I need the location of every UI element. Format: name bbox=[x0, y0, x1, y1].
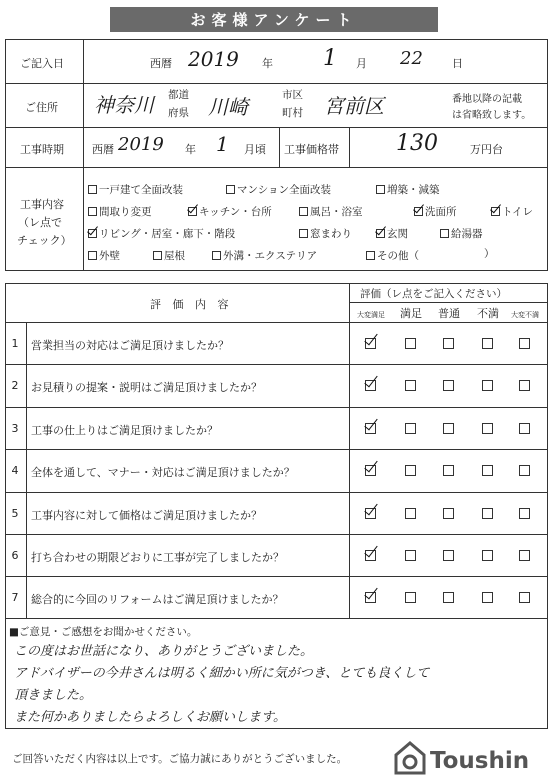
rating-checkbox[interactable] bbox=[365, 550, 376, 561]
rating-checkbox[interactable] bbox=[443, 338, 454, 349]
question-number: 5 bbox=[11, 506, 19, 520]
evaluation-table bbox=[5, 283, 548, 619]
question-text: 営業担当の対応はご満足頂けましたか？ bbox=[31, 339, 229, 352]
question-number: 2 bbox=[11, 379, 19, 393]
survey-title: お客様アンケート bbox=[110, 7, 438, 32]
rating-checkbox[interactable] bbox=[365, 508, 376, 519]
work-option-label: 窓まわり bbox=[310, 228, 352, 240]
rating-checkbox[interactable] bbox=[482, 465, 493, 476]
rating-checkbox[interactable] bbox=[405, 423, 416, 434]
question-text: 工事の仕上りはご満足頂けましたか？ bbox=[31, 423, 218, 437]
question-number: 6 bbox=[11, 549, 19, 562]
entry-date-label: ご記入日 bbox=[20, 57, 64, 70]
work-price-label: 工事価格帯 bbox=[284, 143, 339, 156]
work-option-label: マンション全面改装 bbox=[237, 184, 332, 196]
entry-date-year[interactable]: 2019 bbox=[188, 47, 239, 71]
rating-header: 大変不満 bbox=[511, 311, 539, 319]
work-option-label: 給湯器 bbox=[451, 228, 483, 240]
rating-checkbox[interactable] bbox=[519, 423, 530, 434]
rating-checkbox[interactable] bbox=[519, 592, 530, 603]
comment-line-1[interactable]: この度はお世話になり、ありがとうございました。 bbox=[14, 644, 314, 659]
work-option[interactable] bbox=[366, 248, 419, 263]
rating-checkbox[interactable] bbox=[365, 465, 376, 476]
work-price-unit: 万円台 bbox=[470, 143, 503, 156]
question-text: 打ち合わせの期限どおりに工事が完了しましたか？ bbox=[31, 551, 284, 564]
rating-checkbox[interactable] bbox=[365, 380, 376, 391]
work-option[interactable] bbox=[376, 226, 408, 241]
work-option[interactable] bbox=[376, 182, 440, 197]
rating-checkbox[interactable] bbox=[519, 338, 530, 349]
checkbox-icon[interactable] bbox=[88, 207, 97, 216]
rating-checkbox[interactable] bbox=[405, 550, 416, 561]
rating-checkbox[interactable] bbox=[482, 423, 493, 434]
rating-checkbox[interactable] bbox=[365, 338, 376, 349]
work-option-label: 外溝・エクステリア bbox=[223, 250, 318, 262]
checkbox-icon[interactable] bbox=[376, 185, 385, 194]
work-option-label: 外壁 bbox=[99, 250, 120, 262]
work-option[interactable] bbox=[491, 204, 533, 219]
entry-date-era: 西暦 bbox=[150, 57, 172, 70]
work-option-label: トイレ bbox=[502, 206, 533, 218]
work-option[interactable] bbox=[88, 226, 235, 241]
toushin-logo-icon bbox=[394, 741, 426, 778]
work-period-month-unit: 月頃 bbox=[244, 143, 266, 156]
entry-date-day[interactable]: 22 bbox=[400, 48, 423, 69]
rating-checkbox[interactable] bbox=[365, 592, 376, 603]
rating-checkbox[interactable] bbox=[443, 508, 454, 519]
checkbox-icon[interactable] bbox=[376, 229, 385, 238]
work-option-label: その他（ bbox=[377, 250, 419, 262]
work-option[interactable] bbox=[414, 204, 457, 219]
question-number: 7 bbox=[11, 591, 19, 605]
rating-checkbox[interactable] bbox=[482, 380, 493, 391]
rating-checkbox[interactable] bbox=[405, 465, 416, 476]
rating-checkbox[interactable] bbox=[519, 508, 530, 519]
work-option-label: 風呂・浴室 bbox=[310, 206, 363, 218]
question-text: 工事内容に対して価格はご満足頂けましたか？ bbox=[31, 508, 262, 522]
work-content-label-2: （レ点で bbox=[18, 216, 62, 229]
rating-checkbox[interactable] bbox=[405, 380, 416, 391]
address-note-line2: は省略致します。 bbox=[452, 110, 532, 121]
comment-line-4[interactable]: また何かありましたらよろしくお願いします。 bbox=[14, 710, 286, 725]
checkbox-icon[interactable] bbox=[212, 251, 221, 260]
checkbox-icon[interactable] bbox=[366, 251, 375, 260]
checkbox-icon[interactable] bbox=[153, 251, 162, 260]
entry-date-month[interactable]: 1 bbox=[323, 46, 337, 71]
work-option[interactable] bbox=[440, 226, 483, 241]
checkbox-icon[interactable] bbox=[188, 207, 197, 216]
work-option-label: 洗面所 bbox=[425, 206, 457, 218]
rating-checkbox[interactable] bbox=[482, 338, 493, 349]
work-option[interactable] bbox=[299, 204, 363, 219]
rating-header: 満足 bbox=[400, 307, 422, 320]
work-price-value[interactable]: 130 bbox=[396, 131, 438, 156]
question-number: 3 bbox=[11, 421, 19, 435]
entry-date-month-unit: 月 bbox=[356, 57, 367, 70]
work-option-label: 一戸建て全面改装 bbox=[99, 184, 183, 196]
entry-date-year-unit: 年 bbox=[262, 57, 273, 70]
rating-checkbox[interactable] bbox=[482, 508, 493, 519]
rating-checkbox[interactable] bbox=[482, 592, 493, 603]
work-period-year-unit: 年 bbox=[185, 143, 196, 156]
work-period-month[interactable]: 1 bbox=[216, 132, 229, 156]
work-option[interactable] bbox=[153, 248, 185, 263]
work-option-label: 屋根 bbox=[164, 250, 185, 262]
entry-date-day-unit: 日 bbox=[452, 57, 463, 70]
rating-checkbox[interactable] bbox=[482, 550, 493, 561]
rating-checkbox[interactable] bbox=[405, 508, 416, 519]
rating-header: 不満 bbox=[477, 307, 499, 320]
work-option[interactable] bbox=[299, 226, 352, 241]
question-number: 4 bbox=[11, 464, 19, 478]
address-prefecture[interactable]: 神奈川 bbox=[94, 93, 154, 117]
rating-checkbox[interactable] bbox=[443, 380, 454, 391]
work-option-label: 増築・減築 bbox=[387, 184, 440, 196]
address-label: ご住所 bbox=[25, 101, 58, 114]
work-option[interactable] bbox=[88, 248, 120, 263]
address-city-units-bottom: 町村 bbox=[282, 107, 303, 119]
address-city[interactable]: 川崎 bbox=[208, 95, 248, 119]
rating-header: 普通 bbox=[438, 307, 460, 320]
rating-checkbox[interactable] bbox=[365, 423, 376, 434]
rating-checkbox[interactable] bbox=[519, 550, 530, 561]
checkbox-icon[interactable] bbox=[226, 185, 235, 194]
question-text: 全体を通して、マナー・対応はご満足頂けましたか？ bbox=[31, 466, 295, 480]
checkbox-icon[interactable] bbox=[491, 207, 500, 216]
question-number: 1 bbox=[11, 337, 19, 350]
eval-content-header: 評 価 内 容 bbox=[150, 298, 233, 311]
rating-checkbox[interactable] bbox=[405, 592, 416, 603]
question-text: 総合的に今回のリフォームはご満足頂けましたか？ bbox=[31, 593, 284, 607]
checkbox-icon[interactable] bbox=[88, 185, 97, 194]
comment-line-3[interactable]: 頂きました。 bbox=[14, 688, 93, 703]
comment-line-2[interactable]: アドバイザーの今井さんは明るく細かい所に気がつき、とても良くして bbox=[14, 666, 430, 681]
rating-header: 大変満足 bbox=[357, 311, 385, 319]
checkbox-icon[interactable] bbox=[414, 207, 423, 216]
work-option[interactable] bbox=[188, 204, 272, 219]
rating-checkbox[interactable] bbox=[519, 380, 530, 391]
rating-checkbox[interactable] bbox=[443, 423, 454, 434]
work-option[interactable] bbox=[88, 182, 183, 197]
checkbox-icon[interactable] bbox=[299, 229, 308, 238]
work-option-label: リビング・居室・廊下・階段 bbox=[99, 228, 236, 240]
work-content-label-1: 工事内容 bbox=[20, 198, 64, 211]
work-option-label: キッチン・台所 bbox=[199, 206, 272, 218]
work-option-label: 間取り変更 bbox=[99, 206, 152, 218]
work-option[interactable] bbox=[212, 248, 317, 263]
address-pref-units-top: 都道 bbox=[168, 89, 189, 101]
work-option[interactable] bbox=[226, 182, 331, 197]
address-ward[interactable]: 宮前区 bbox=[324, 94, 384, 118]
checkbox-icon[interactable] bbox=[88, 229, 97, 238]
work-period-year[interactable]: 2019 bbox=[118, 134, 164, 155]
footer-thanks: ご回答いただく内容は以上です。ご協力誠にありがとうございました。 bbox=[12, 753, 348, 765]
checkbox-icon[interactable] bbox=[88, 251, 97, 260]
address-note-line1: 番地以降の記載 bbox=[452, 94, 522, 105]
brand-name: Toushin bbox=[430, 748, 530, 774]
work-option-label: 玄関 bbox=[387, 228, 408, 240]
work-period-era: 西暦 bbox=[92, 143, 114, 156]
eval-rating-header: 評価（レ点をご記入ください） bbox=[360, 288, 507, 300]
work-content-label-3: チェック） bbox=[17, 234, 72, 247]
work-other-close: ） bbox=[484, 248, 495, 260]
work-period-label: 工事時期 bbox=[20, 143, 64, 156]
rating-checkbox[interactable] bbox=[443, 592, 454, 603]
work-option[interactable] bbox=[88, 204, 152, 219]
checkbox-icon[interactable] bbox=[440, 229, 449, 238]
rating-checkbox[interactable] bbox=[443, 465, 454, 476]
address-city-units-top: 市区 bbox=[282, 89, 303, 101]
rating-checkbox[interactable] bbox=[443, 550, 454, 561]
comment-prompt: ■ご意見・ご感想をお聞かせください。 bbox=[9, 626, 198, 638]
rating-checkbox[interactable] bbox=[519, 465, 530, 476]
checkbox-icon[interactable] bbox=[299, 207, 308, 216]
question-text: お見積りの提案・説明はご満足頂けましたか？ bbox=[31, 381, 262, 395]
address-pref-units-bottom: 府県 bbox=[168, 107, 189, 119]
rating-checkbox[interactable] bbox=[405, 338, 416, 349]
